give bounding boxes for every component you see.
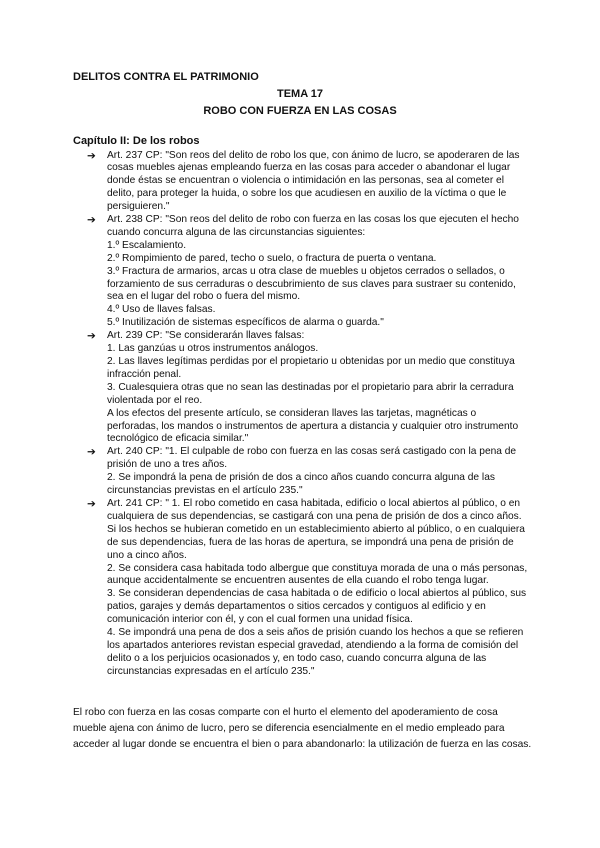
article-line: circunstancias expresadas en el artículo 235." (107, 665, 315, 677)
article-line: 2. Las llaves legítimas perdidas por el propietario u obtenidas por un medio que constituya (107, 356, 515, 367)
article-line: 4.º Uso de llaves falsas. (107, 304, 216, 316)
article-line: perforadas, los mandos o instrumentos de apertura a distancia y cualquier otro instrumento (107, 420, 519, 432)
article-line: Art. 238 CP: "Son reos del delito de robo con fuerza en las cosas los que ejecuten el hecho (107, 214, 519, 226)
article-line: donde éstas se encuentran o violencia o intimidación en las personas, sea al cometer el (107, 175, 504, 187)
article-line: 3. Cualesquiera otras que no sean las destinadas por el propietario para abrir la cerradura (107, 381, 514, 393)
article-line: Art. 237 CP: "Son reos del delito de robo los que, con ánimo de lucro, se apoderaren de las (107, 149, 520, 161)
arrow-right-icon: ➔ (87, 497, 96, 510)
closing-line: acceder al lugar donde se encuentra el bien o para abandonarlo: la utilización de fuerza en las cosas. (73, 739, 532, 750)
article-line: Art. 239 CP: "Se considerarán llaves falsas: (107, 330, 305, 342)
closing-line: mueble ajena con ánimo de lucro, pero se diferencia esencialmente en el medio empleado para (73, 723, 505, 734)
article-line: infracción penal. (107, 368, 182, 380)
article-line: de sus dependencias, fuera de las horas de apertura, se impondrá una pena de prisión de (107, 536, 514, 548)
tema-heading: TEMA 17 (276, 88, 324, 100)
article-item (87, 446, 527, 498)
chapter-heading: Capítulo II: De los robos (73, 135, 200, 147)
arrow-right-icon: ➔ (87, 446, 96, 459)
article-item (87, 330, 527, 446)
article-line: aunque accidentalmente se encuentren ausentes de ella cuando el robo tenga lugar. (107, 575, 489, 587)
article-line: delito, para proteger la huida, o sobre los que acudiesen en auxilio de la víctima o que le (107, 188, 507, 200)
article-line: los apartados anteriores revistan especial gravedad, atendiendo a la forma de comisión del (107, 639, 519, 651)
arrow-right-icon: ➔ (87, 330, 96, 343)
article-line: tecnológico de eficacia similar." (107, 433, 249, 445)
article-line: 5.º Inutilización de sistemas específicos de alarma o guarda." (107, 317, 384, 329)
article-item (87, 214, 527, 330)
article-line: Art. 240 CP: "1. El culpable de robo con fuerza en las cosas será castigado con la pena de (107, 446, 517, 458)
article-line: 2. Se considera casa habitada todo albergue que constituya morada de una o más personas, (107, 562, 528, 574)
article-list (87, 149, 528, 679)
closing-paragraph (73, 705, 533, 753)
article-line: cosas muebles ajenas empleando fuerza en las cosas para acceder o abandonar el lugar (107, 162, 511, 174)
closing-line: El robo con fuerza en las cosas comparte con el hurto el elemento del apoderamiento de cosa (73, 707, 498, 718)
article-line: cualquiera de sus dependencias, se castigará con una pena de prisión de dos a cinco años. (107, 510, 522, 522)
article-line: sea en el lugar del robo o fuera del mismo. (107, 291, 301, 303)
article-line: Si los hechos se hubieran cometido en un establecimiento abierto al público, o en cualquiera (107, 523, 525, 535)
page-title: ROBO CON FUERZA EN LAS COSAS (203, 105, 397, 117)
arrow-right-icon: ➔ (87, 214, 96, 227)
article-line: violentada por el reo. (107, 394, 203, 406)
subject-heading: DELITOS CONTRA EL PATRIMONIO (73, 71, 259, 83)
article-line: delito o a los perjuicios ocasionados y, en todo caso, cuando concurra alguna de las (107, 652, 487, 664)
article-line: prisión de uno a tres años. (107, 459, 228, 471)
article-line: A los efectos del presente artículo, se consideran llaves las tarjetas, magnéticas o (107, 407, 477, 419)
article-line: circunstancias previstas en el artículo 235." (107, 485, 303, 497)
article-line: forzamiento de sus cerraduras o descubrimiento de sus claves para sustraer su contenido, (107, 278, 516, 290)
article-line: Art. 241 CP: " 1. El robo cometido en casa habitada, edificio o local abiertos al público, o en (107, 497, 521, 509)
article-line: 2.º Rompimiento de pared, techo o suelo, o fractura de puerta o ventana. (107, 252, 437, 264)
article-line: 1. Las ganzúas u otros instrumentos análogos. (107, 343, 319, 355)
arrow-right-icon: ➔ (87, 149, 96, 162)
article-line: 4. Se impondrá una pena de dos a seis años de prisión cuando los hechos a que se refieren (107, 627, 524, 639)
article-line: 2. Se impondrá la pena de prisión de dos a cinco años cuando concurra alguna de las (107, 472, 495, 484)
article-line: comunicación interior con él, y con el cual formen una unidad física. (107, 614, 413, 626)
article-line: cuando concurra alguna de las circunstancias siguientes: (107, 226, 366, 238)
article-line: uno a cinco años. (107, 549, 187, 561)
article-item (87, 149, 527, 215)
article-line: persiguieren." (107, 201, 170, 213)
article-line: 3.º Fractura de armarios, arcas u otra clase de muebles u objetos cerrados o sellados, o (107, 265, 505, 277)
article-line: 1.º Escalamiento. (107, 239, 187, 251)
article-line: 3. Se consideran dependencias de casa habitada o de edificio o local abiertos al público, sus (107, 588, 527, 600)
article-item (87, 497, 528, 679)
article-line: patios, garajes y demás departamentos o sitios cercados y contiguos al edificio y en (107, 601, 486, 613)
